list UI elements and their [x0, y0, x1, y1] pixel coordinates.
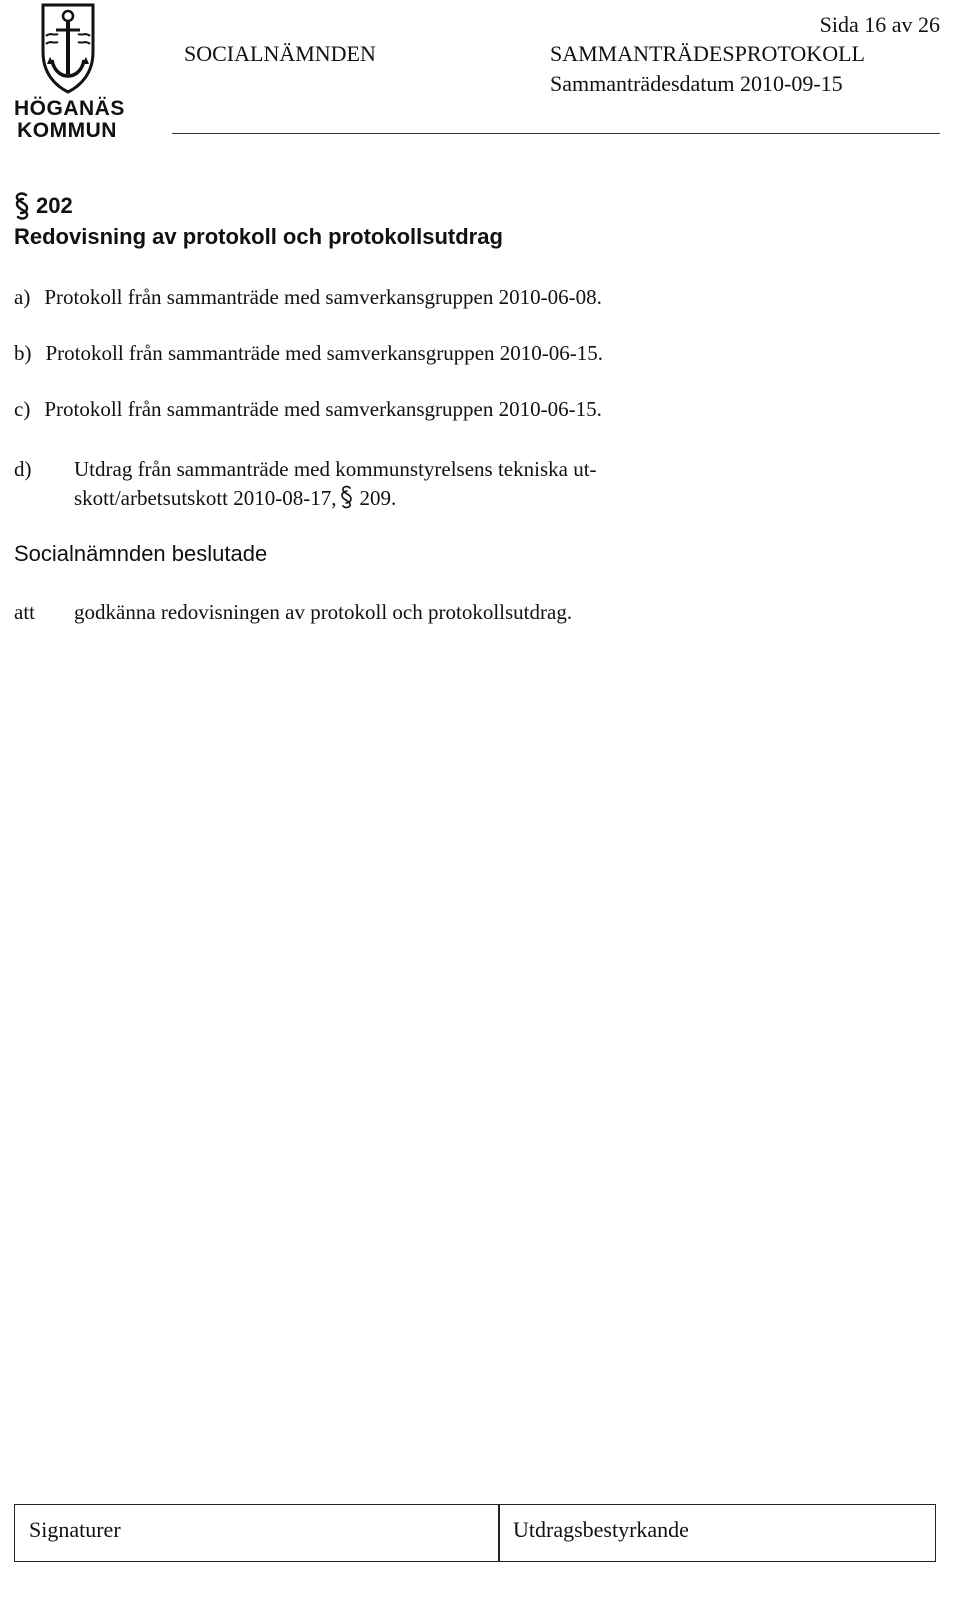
signatures-box [14, 1504, 500, 1562]
decision-heading: Socialnämnden beslutade [14, 541, 268, 566]
list-item [14, 339, 603, 368]
list-item-letter: d) [14, 457, 32, 481]
paragraph-sign-icon [340, 485, 353, 509]
decision-text: godkänna redovisningen av protokoll och protokollsutdrag. [74, 600, 573, 624]
list-item-text: Protokoll från sammanträde med samverkansgruppen 2010-06-15. [44, 397, 602, 421]
municipality-logo [14, 2, 125, 142]
logo-line-kommun: KOMMUN [17, 119, 117, 142]
list-item-line-1: Utdrag från sammanträde med kommunstyrelsens tekniska ut- [74, 457, 597, 481]
decision-att: att [14, 600, 35, 624]
list-item-letter: c) [14, 397, 31, 421]
list-item-text: Protokoll från sammanträde med samverkansgruppen 2010-06-08. [44, 285, 602, 309]
list-item-line-2 [74, 484, 774, 513]
meeting-date: Sammanträdesdatum 2010-09-15 [550, 71, 843, 96]
header-rule [172, 133, 940, 134]
list-item-letter: a) [14, 285, 31, 309]
section-number [14, 192, 73, 220]
signatures-label: Signaturer [29, 1517, 121, 1542]
document-type: SAMMANTRÄDESPROTOKOLL [550, 41, 865, 66]
certification-box [498, 1504, 936, 1562]
list-item [14, 395, 602, 424]
section-title: Redovisning av protokoll och protokollsutdrag [14, 224, 503, 249]
list-item-text [74, 455, 774, 513]
page-number: Sida 16 av 26 [819, 12, 940, 37]
list-item-line-2-before: skott/arbetsutskott 2010-08-17, [74, 486, 337, 510]
list-item-letter: b) [14, 341, 32, 365]
paragraph-sign-icon [14, 192, 30, 220]
section-number-text: 202 [36, 193, 73, 218]
certification-label: Utdragsbestyrkande [513, 1517, 689, 1542]
list-item-line-2-after: 209. [359, 486, 397, 510]
anchor-crest-icon [40, 2, 96, 94]
list-item [14, 283, 602, 312]
committee-name: SOCIALNÄMNDEN [184, 41, 376, 66]
list-item-text: Protokoll från sammanträde med samverkansgruppen 2010-06-15. [45, 341, 604, 365]
logo-line-hoganas: HÖGANÄS [14, 97, 125, 120]
